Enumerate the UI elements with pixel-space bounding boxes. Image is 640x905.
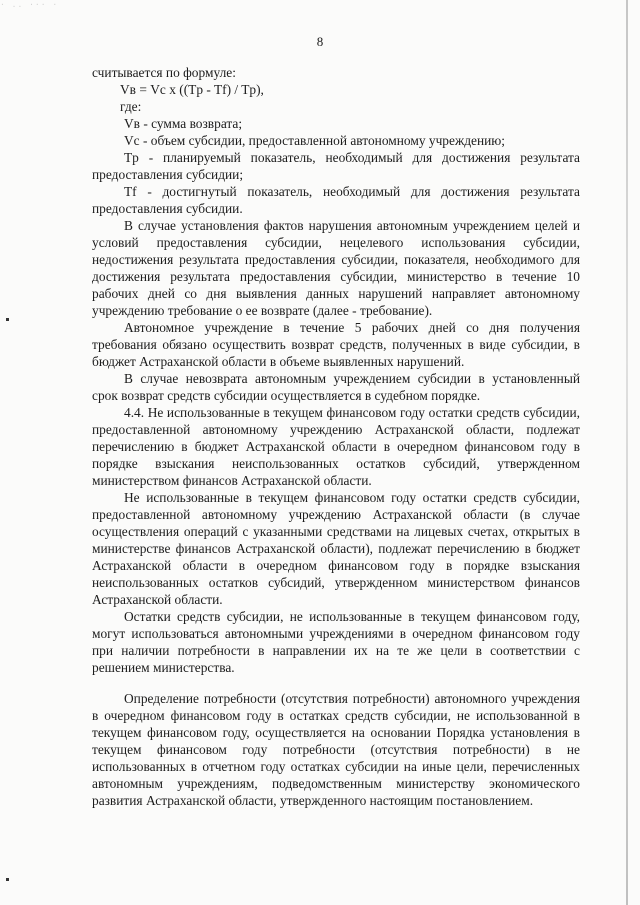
paragraph-violation-return: В случае установления фактов нарушения автономным учреждением целей и условий предоставления субсидии, нецелевого использования субсидии, недостижения результата предоставления субсидии, показателя, необходимого для достижения результата предоставления субсидии, министерство в течение 10 рабочих дней со дня выявления данных нарушений направляет автономному учреждению требование о ее возврате (далее - требование).	[92, 218, 580, 318]
formula-where-label: где:	[120, 99, 142, 114]
paragraph-return-deadline: Автономное учреждение в течение 5 рабочих дней со дня получения требования обязано осуществить возврат средств, полученных в виде субсидии, в бюджет Астраханской области в объеме выявленных нарушений.	[92, 320, 580, 369]
paragraph-court-recovery: В случае невозврата автономным учреждением субсидии в установленный срок возврат средств субсидии осуществляется в судебном порядке.	[92, 371, 580, 403]
definition-tp: Tp - планируемый показатель, необходимый для достижения результата предоставления субсидии;	[92, 150, 580, 182]
definition-vv: Vв - сумма возврата;	[124, 116, 243, 131]
page-number: 8	[316, 34, 324, 49]
scan-edge-shadow	[626, 0, 628, 905]
definition-vc: Vc - объем субсидии, предоставленной автономному учреждению;	[124, 133, 506, 148]
scan-speck	[6, 318, 9, 321]
paragraph-need-determination: Определение потребности (отсутствия потребности) автономного учреждения в очередном финансовом году в остатках средств субсидии, не использованной в текущем финансовом году, осуществляется на основании Порядка установления в текущем финансовом году потребности (отсутствия потребности) в не использованных в отчетном году остатках субсидии на иные цели, перечисленных автономным учреждениям, подведомственным министерству экономического развития Астраханской области, утвержденного настоящим постановлением.	[92, 691, 580, 808]
scan-speck	[6, 878, 9, 881]
formula-intro: считывается по формуле:	[92, 65, 236, 80]
scan-corner-marks: · .. ··· ·	[0, 0, 59, 9]
return-formula: Vв = Vc x ((Tp - Tf) / Tp),	[120, 82, 264, 97]
document-body	[92, 64, 580, 809]
paragraph-balances-use: Остатки средств субсидии, не использованные в текущем финансовом году, могут использоваться автономными учреждениями в очередном финансовом году при наличии потребности в направлении их на те же цели в соответствии с решением министерства.	[92, 609, 580, 675]
paragraph-4-4-unused-balances: 4.4. Не использованные в текущем финансовом году остатки средств субсидии, предоставленной автономному учреждению Астраханской области, подлежат перечислению в бюджет Астраханской области в очередном финансовом году в порядке взыскания неиспользованных остатков субсидий, утвержденном министерством финансов Астраханской области.	[92, 405, 580, 488]
paragraph-unused-balances-accounts: Не использованные в текущем финансовом году остатки средств субсидии, предоставленной автономному учреждению Астраханской области (в случае осуществления операций с указанными средствами на лицевых счетах, открытых в министерстве финансов Астраханской области), подлежат перечислению в бюджет Астраханской области в очередном финансовом году в порядке взыскания неиспользованных остатков субсидий, утвержденном министерством финансов Астраханской области.	[92, 490, 580, 607]
definition-tf: Tf - достигнутый показатель, необходимый для достижения результата предоставления субсидии.	[92, 184, 580, 216]
